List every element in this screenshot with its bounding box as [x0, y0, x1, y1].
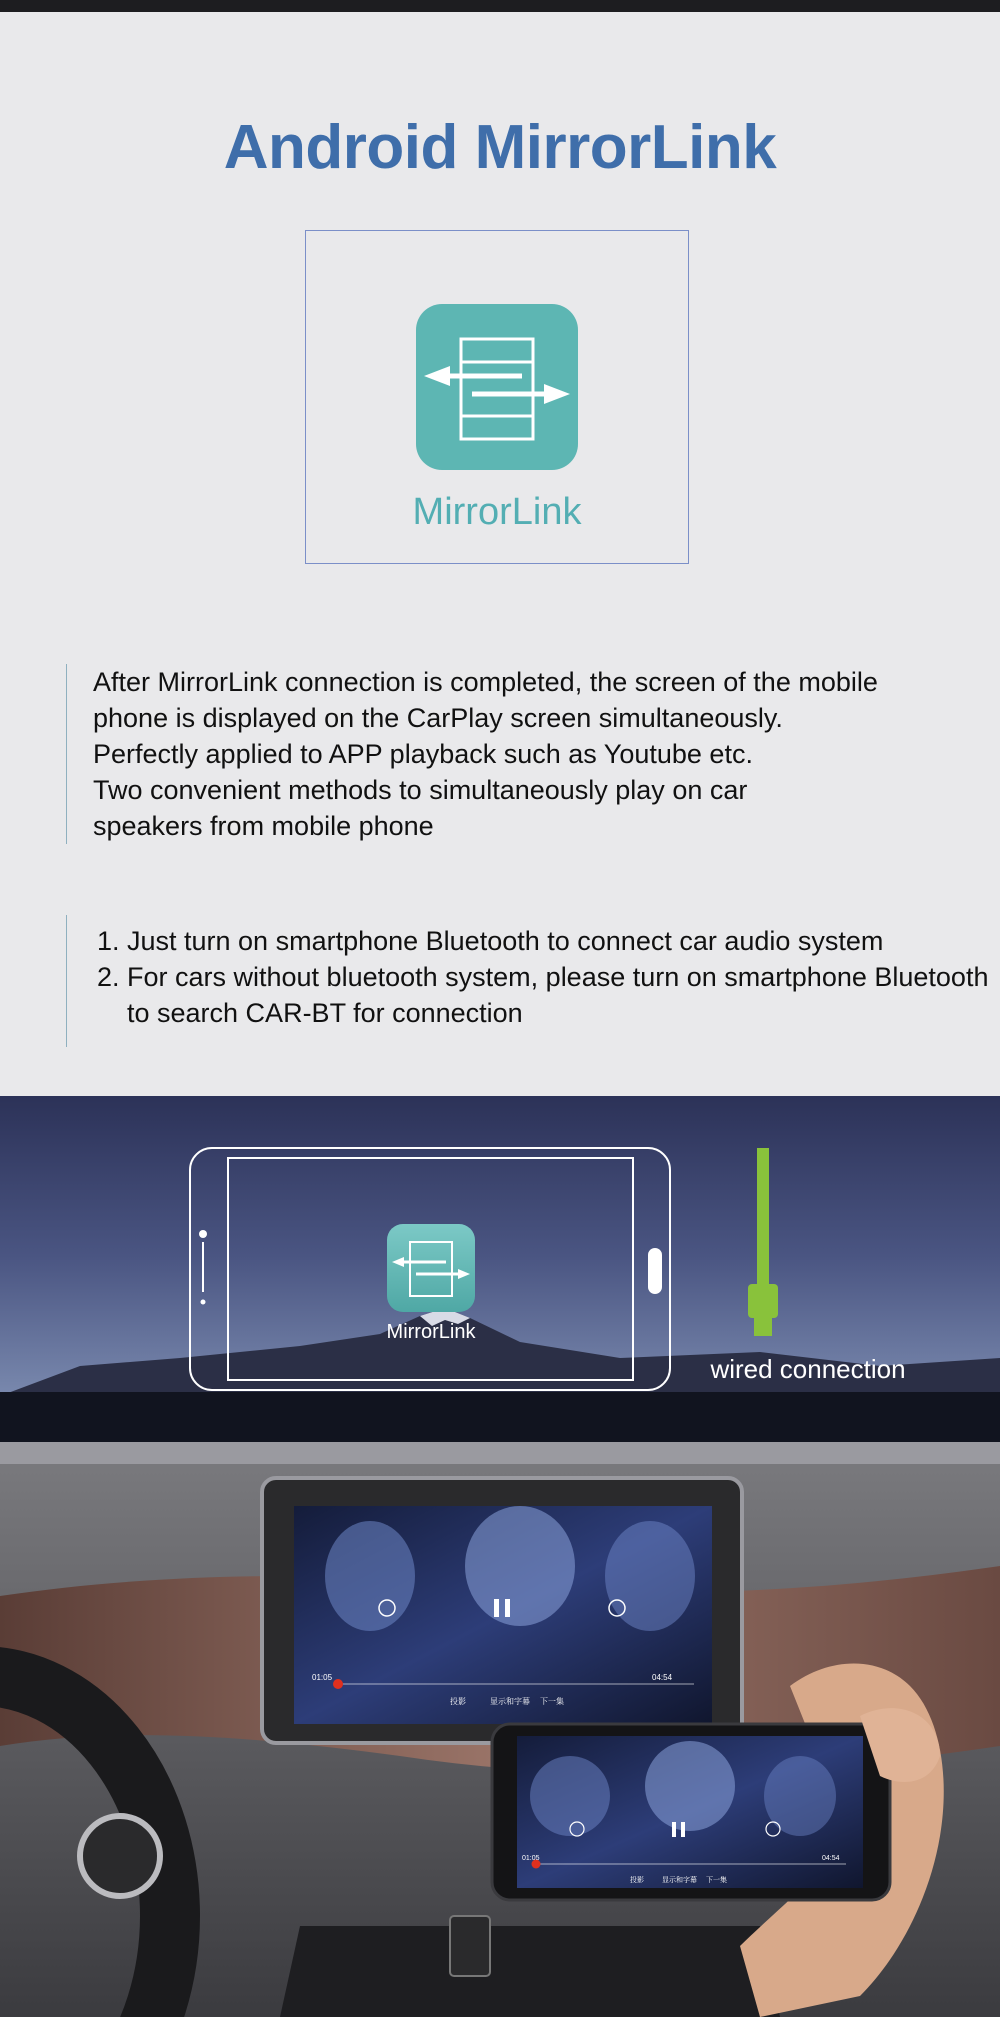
- list-item-text: Just turn on smartphone Bluetooth to connect car audio system: [127, 926, 884, 956]
- car-screen-duration: 04:54: [652, 1673, 673, 1682]
- list-item-number: 1.: [97, 926, 120, 956]
- car-mirroring-illustration: [0, 1096, 1000, 2017]
- handheld-phone: [492, 1724, 890, 1900]
- car-screen-elapsed: 01:05: [312, 1673, 333, 1682]
- mirrorlink-logo-label: MirrorLink: [412, 491, 582, 533]
- phone-screen-subtitle-label: 显示和字幕: [662, 1877, 697, 1884]
- wired-connection-label: wired connection: [710, 1354, 906, 1384]
- phone-screen-duration: 04:54: [822, 1855, 840, 1862]
- connection-methods-list: [66, 915, 997, 1047]
- phone-mirrorlink-icon: [387, 1224, 475, 1312]
- description-line: Perfectly applied to APP playback such as Youtube etc.: [93, 739, 753, 769]
- dash-trim: [0, 1442, 1000, 1464]
- lower-console: [280, 1926, 780, 2017]
- description-line: phone is displayed on the CarPlay screen simultaneously.: [93, 703, 783, 733]
- mirrorlink-app-icon: [416, 304, 578, 470]
- mirrorlink-info-section: [0, 12, 1000, 1096]
- hazard-button: [450, 1916, 490, 1976]
- phone-screen-elapsed: 01:05: [522, 1855, 540, 1862]
- phone-app-label: MirrorLink: [386, 1321, 476, 1343]
- car-screen-next-label: 下一集: [540, 1697, 564, 1706]
- treeline: [0, 1392, 1000, 1442]
- description-line: Two convenient methods to simultaneously play on car: [93, 775, 748, 805]
- car-screen-subtitle-label: 显示和字幕: [490, 1697, 530, 1706]
- mirrorlink-logo-card: [305, 230, 689, 564]
- description-line: speakers from mobile phone: [93, 811, 434, 841]
- page-title: Android MirrorLink: [223, 113, 777, 182]
- list-item: [97, 923, 997, 959]
- phone-screen-cast-label: 投影: [630, 1877, 644, 1884]
- description-line: After MirrorLink connection is completed, the screen of the mobile: [93, 667, 878, 697]
- list-item-number: 2.: [97, 962, 120, 992]
- start-button: [80, 1816, 160, 1896]
- car-screen-cast-label: 投影: [450, 1697, 466, 1706]
- phone-screen-next-label: 下一集: [706, 1877, 727, 1884]
- description-paragraph: [66, 664, 973, 844]
- top-photo-strip: [0, 0, 1000, 12]
- list-item-text: For cars without bluetooth system, please turn on smartphone Bluetooth to search CAR-BT for connection: [127, 962, 989, 1028]
- list-item: [97, 959, 997, 1031]
